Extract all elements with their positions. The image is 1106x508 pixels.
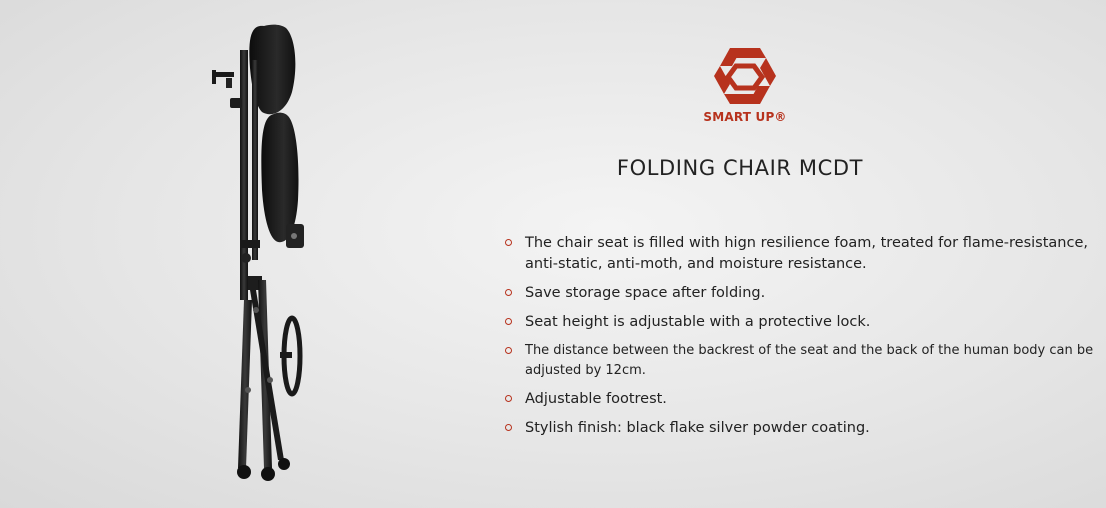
feature-item [504, 389, 1094, 410]
feature-item [504, 418, 1094, 439]
feature-list [504, 233, 1094, 447]
feature-text: Adjustable footrest. [525, 391, 667, 407]
feature-item [504, 283, 1094, 304]
feature-text: The distance between the backrest of the seat and the back of the human body can be adjusted by 12cm. [525, 343, 1094, 378]
folded-chair-image [190, 20, 340, 490]
feature-text: Seat height is adjustable with a protective lock. [525, 314, 871, 330]
smart-up-hexagon-logo-icon [710, 46, 780, 108]
feature-text: Save storage space after folding. [525, 285, 766, 301]
feature-item [504, 341, 1094, 381]
feature-text: Stylish finish: black flake silver powder coating. [525, 420, 870, 436]
feature-text: The chair seat is filled with hign resilience foam, treated for flame-resistance, anti-static, anti-moth, and moisture resistance. [525, 235, 1088, 272]
bullet-circle-icon [505, 395, 512, 402]
bullet-circle-icon [505, 347, 512, 354]
bullet-circle-icon [505, 424, 512, 431]
feature-item [504, 312, 1094, 333]
product-title: FOLDING CHAIR MCDT [616, 156, 864, 180]
feature-item [504, 233, 1094, 275]
bullet-circle-icon [505, 318, 512, 325]
bullet-circle-icon [505, 239, 512, 246]
bullet-circle-icon [505, 289, 512, 296]
brand-logo [695, 46, 795, 124]
brand-name: SMART UP® [703, 110, 787, 124]
